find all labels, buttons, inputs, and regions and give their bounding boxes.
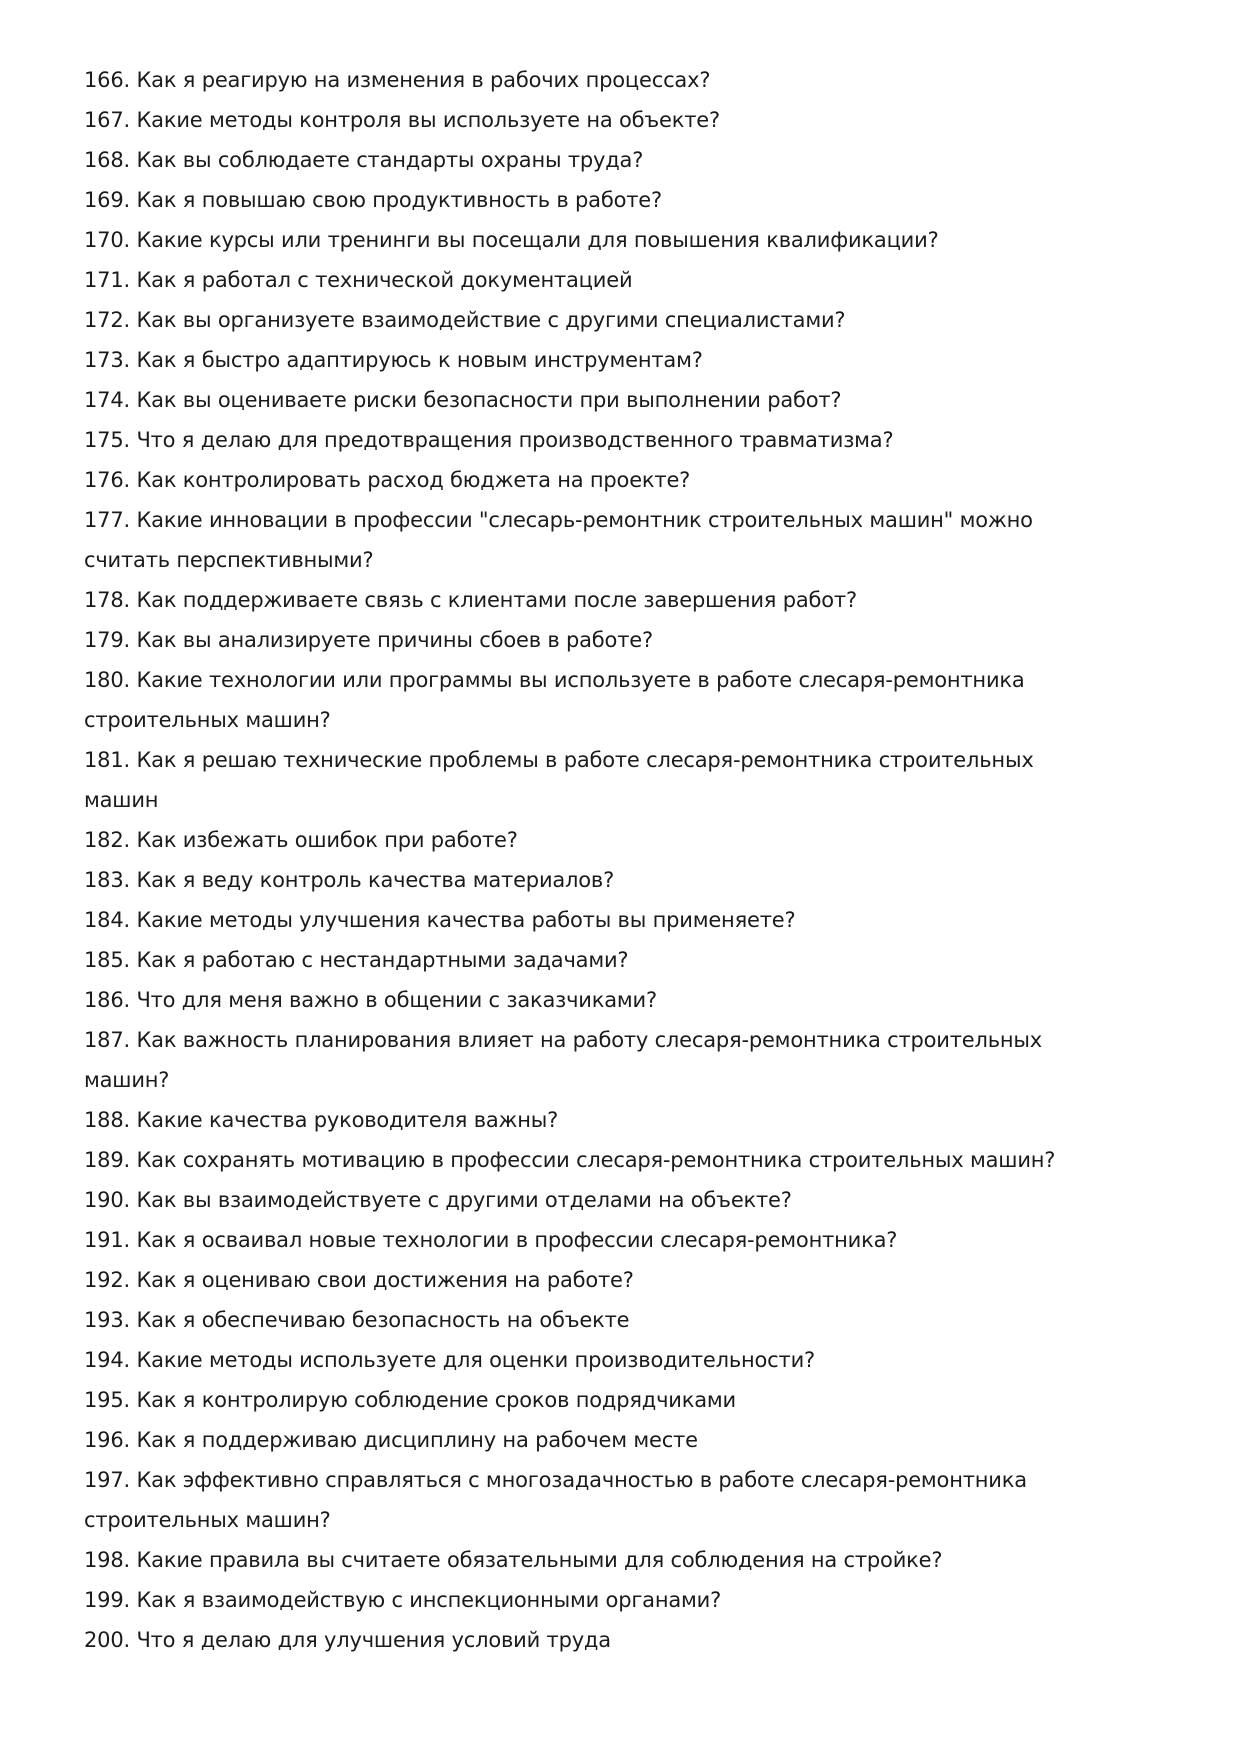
question-number: 194. [84, 1348, 130, 1372]
question-number: 172. [84, 308, 130, 332]
question-text: Какие методы улучшения качества работы вы применяете? [136, 908, 796, 932]
question-181 [84, 740, 1084, 820]
question-text: Как вы оцениваете риски безопасности при выполнении работ? [136, 388, 842, 412]
question-number: 171. [84, 268, 130, 292]
question-number: 185. [84, 948, 130, 972]
question-text: Как контролировать расход бюджета на проекте? [136, 468, 691, 492]
question-text: Как я обеспечиваю безопасность на объекте [136, 1308, 630, 1332]
question-number: 190. [84, 1188, 130, 1212]
question-188 [84, 1100, 1084, 1140]
question-180 [84, 660, 1084, 740]
question-168 [84, 140, 1084, 180]
question-number: 189. [84, 1148, 130, 1172]
question-text: Как вы анализируете причины сбоев в работе? [136, 628, 653, 652]
question-number: 192. [84, 1268, 130, 1292]
question-170 [84, 220, 1084, 260]
question-text: Какие методы используете для оценки производительности? [136, 1348, 815, 1372]
question-text: Как я поддерживаю дисциплину на рабочем месте [136, 1428, 698, 1452]
question-172 [84, 300, 1084, 340]
question-167 [84, 100, 1084, 140]
question-185 [84, 940, 1084, 980]
question-number: 166. [84, 68, 130, 92]
question-number: 176. [84, 468, 130, 492]
question-number: 186. [84, 988, 130, 1012]
question-number: 198. [84, 1548, 130, 1572]
question-169 [84, 180, 1084, 220]
question-text: Что для меня важно в общении с заказчиками? [136, 988, 657, 1012]
question-text: Как эффективно справляться с многозадачностью в работе слесаря-ремонтника строительных машин? [84, 1468, 1027, 1532]
question-number: 170. [84, 228, 130, 252]
question-176 [84, 460, 1084, 500]
question-number: 173. [84, 348, 130, 372]
question-number: 179. [84, 628, 130, 652]
question-193 [84, 1300, 1084, 1340]
question-194 [84, 1340, 1084, 1380]
question-number: 193. [84, 1308, 130, 1332]
question-number: 191. [84, 1228, 130, 1252]
question-number: 169. [84, 188, 130, 212]
question-number: 199. [84, 1588, 130, 1612]
question-text: Как я работаю с нестандартными задачами? [136, 948, 629, 972]
question-175 [84, 420, 1084, 460]
question-text: Как сохранять мотивацию в профессии слесаря-ремонтника строительных машин? [136, 1148, 1056, 1172]
question-number: 196. [84, 1428, 130, 1452]
question-number: 183. [84, 868, 130, 892]
question-text: Какие правила вы считаете обязательными для соблюдения на стройке? [136, 1548, 943, 1572]
question-text: Какие курсы или тренинги вы посещали для повышения квалификации? [136, 228, 939, 252]
question-number: 187. [84, 1028, 130, 1052]
question-text: Как я осваивал новые технологии в профессии слесаря-ремонтника? [136, 1228, 898, 1252]
question-text: Как я повышаю свою продуктивность в работе? [136, 188, 662, 212]
question-number: 181. [84, 748, 130, 772]
question-text: Как я оцениваю свои достижения на работе? [136, 1268, 634, 1292]
question-text: Какие технологии или программы вы используете в работе слесаря-ремонтника строительных машин? [84, 668, 1025, 732]
question-173 [84, 340, 1084, 380]
question-171 [84, 260, 1084, 300]
question-198 [84, 1540, 1084, 1580]
question-text: Как избежать ошибок при работе? [136, 828, 518, 852]
question-174 [84, 380, 1084, 420]
question-text: Как важность планирования влияет на работу слесаря-ремонтника строительных машин? [84, 1028, 1043, 1092]
question-text: Как я решаю технические проблемы в работе слесаря-ремонтника строительных машин [84, 748, 1034, 812]
question-number: 167. [84, 108, 130, 132]
question-text: Что я делаю для улучшения условий труда [136, 1628, 611, 1652]
question-182 [84, 820, 1084, 860]
question-189 [84, 1140, 1164, 1180]
question-number: 200. [84, 1628, 130, 1652]
question-178 [84, 580, 1084, 620]
question-number: 195. [84, 1388, 130, 1412]
question-number: 197. [84, 1468, 130, 1492]
question-text: Что я делаю для предотвращения производственного травматизма? [136, 428, 894, 452]
question-number: 188. [84, 1108, 130, 1132]
question-text: Как вы взаимодействуете с другими отделами на объекте? [136, 1188, 792, 1212]
question-192 [84, 1260, 1084, 1300]
question-text: Какие инновации в профессии "слесарь-ремонтник строительных машин" можно считать перспективными? [84, 508, 1033, 572]
question-number: 178. [84, 588, 130, 612]
question-166 [84, 60, 1084, 100]
question-200 [84, 1620, 1084, 1660]
question-199 [84, 1580, 1084, 1620]
question-184 [84, 900, 1084, 940]
question-text: Как вы организуете взаимодействие с другими специалистами? [136, 308, 846, 332]
question-text: Какие качества руководителя важны? [136, 1108, 559, 1132]
question-177 [84, 500, 1084, 580]
question-186 [84, 980, 1084, 1020]
question-number: 177. [84, 508, 130, 532]
question-text: Как я быстро адаптируюсь к новым инструментам? [136, 348, 703, 372]
question-number: 174. [84, 388, 130, 412]
question-number: 175. [84, 428, 130, 452]
question-179 [84, 620, 1084, 660]
question-text: Как поддерживаете связь с клиентами после завершения работ? [136, 588, 857, 612]
question-text: Как я веду контроль качества материалов? [136, 868, 615, 892]
question-text: Как я реагирую на изменения в рабочих процессах? [136, 68, 711, 92]
question-text: Как я контролирую соблюдение сроков подрядчиками [136, 1388, 736, 1412]
question-text: Как я работал с технической документацией [136, 268, 633, 292]
question-191 [84, 1220, 1084, 1260]
question-number: 182. [84, 828, 130, 852]
question-list [84, 60, 1164, 1660]
question-183 [84, 860, 1084, 900]
question-187 [84, 1020, 1084, 1100]
question-text: Как я взаимодействую с инспекционными органами? [136, 1588, 722, 1612]
question-195 [84, 1380, 1084, 1420]
question-number: 180. [84, 668, 130, 692]
question-190 [84, 1180, 1084, 1220]
question-text: Какие методы контроля вы используете на объекте? [136, 108, 720, 132]
question-text: Как вы соблюдаете стандарты охраны труда? [136, 148, 644, 172]
question-196 [84, 1420, 1084, 1460]
question-197 [84, 1460, 1084, 1540]
question-number: 184. [84, 908, 130, 932]
question-number: 168. [84, 148, 130, 172]
